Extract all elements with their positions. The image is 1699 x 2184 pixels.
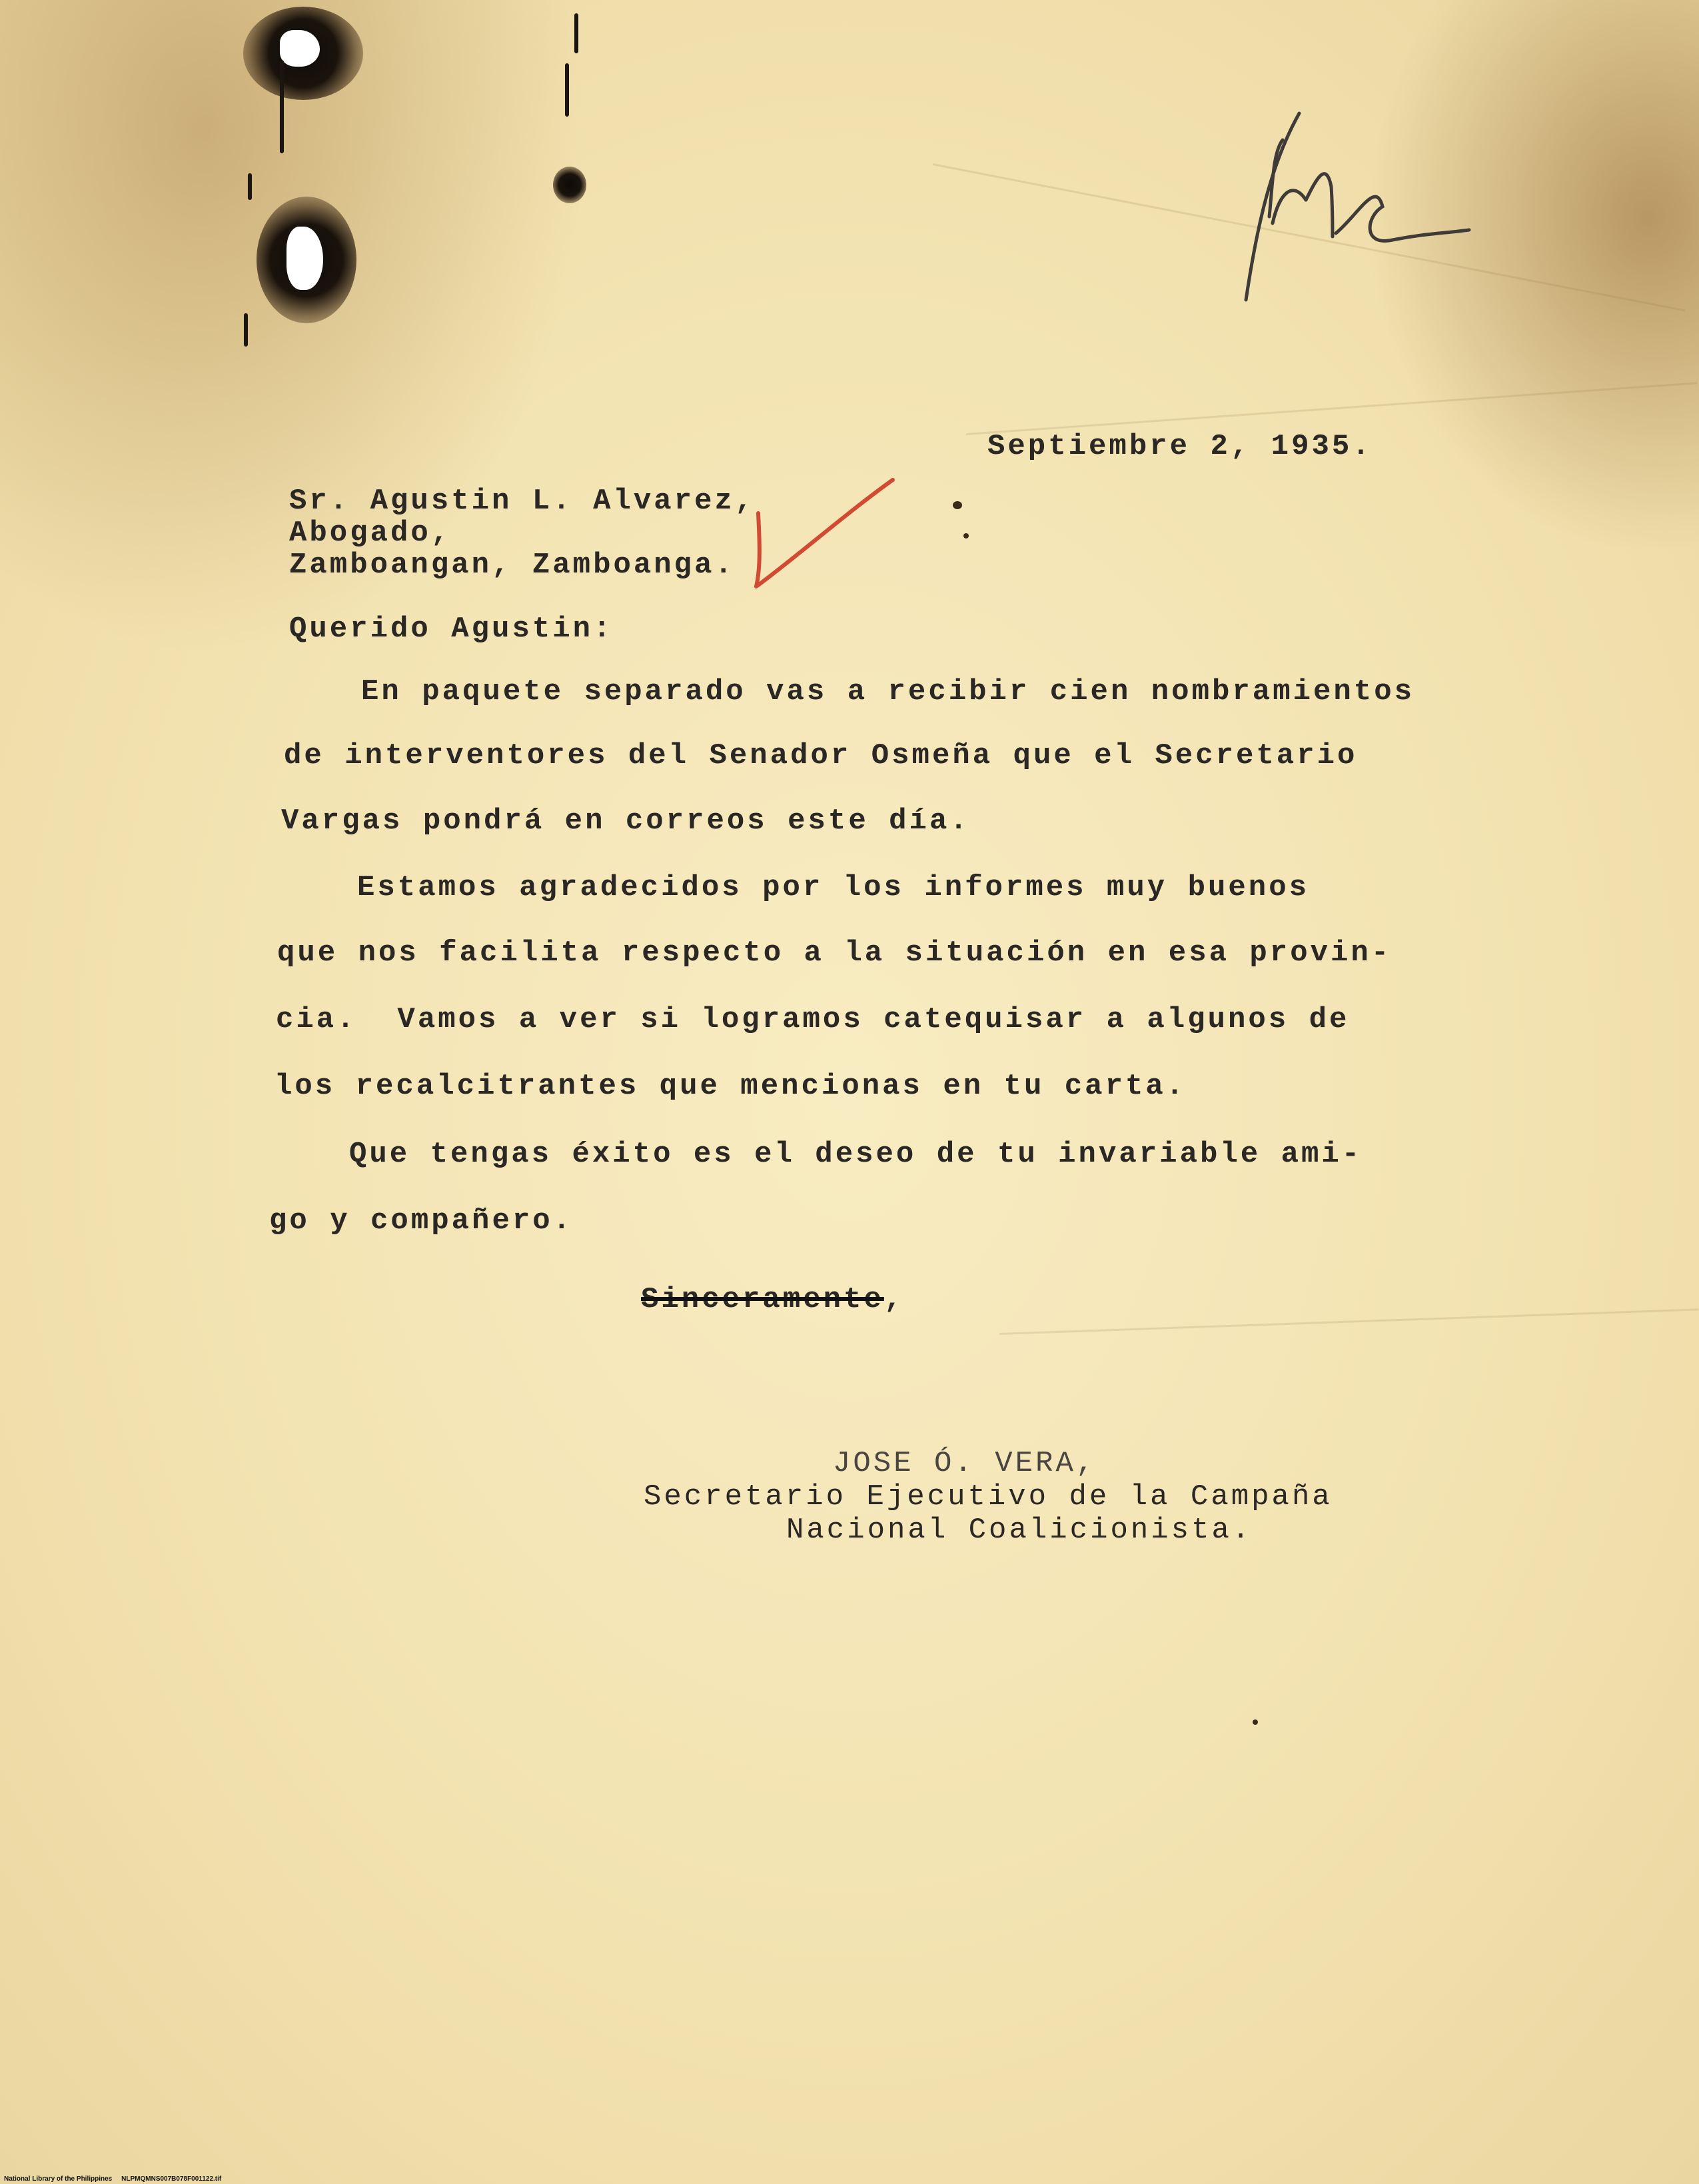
recipient-title-line: Abogado, (289, 517, 452, 550)
check-mark-stroke (756, 480, 893, 586)
binder-hole-burn-mark (553, 167, 586, 203)
body-line: cia. Vamos a ver si logramos catequisar a algunos de (276, 1003, 1350, 1036)
signature-title-line: Nacional Coalicionista. (786, 1514, 1253, 1547)
ink-speck (1253, 1719, 1258, 1725)
ink-speck (953, 501, 962, 509)
binder-hole (286, 227, 323, 290)
body-line: Estamos agradecidos por los informes muy buenos (357, 871, 1310, 904)
closing-comma: , (883, 1283, 905, 1316)
closing-line (641, 1285, 904, 1314)
recipient-location-line: Zamboangan, Zamboanga. (289, 548, 735, 582)
salutation: Querido Agustin: (289, 612, 614, 646)
binder-hole (280, 30, 320, 67)
paper-fold-crease (999, 1308, 1698, 1335)
letter-date: Septiembre 2, 1935. (987, 430, 1373, 463)
handwritten-file-note (1233, 100, 1486, 327)
body-line: de interventores del Senador Osmeña que el Secretario (284, 739, 1358, 772)
recipient-name-line: Sr. Agustin L. Alvarez, (289, 485, 756, 518)
check-mark-icon (746, 467, 906, 593)
ink-speck (963, 533, 969, 539)
body-line: go y compañero. (269, 1204, 574, 1238)
body-line: los recalcitrantes que mencionas en tu carta. (275, 1070, 1187, 1103)
signature-title-line: Secretario Ejecutivo de la Campaña (644, 1480, 1333, 1514)
body-line: En paquete separado vas a recibir cien nombramientos (361, 675, 1415, 708)
margin-ink-mark (565, 63, 569, 117)
body-line: Que tengas éxito es el deseo de tu invariable ami- (349, 1138, 1363, 1171)
paper-fold-crease (966, 382, 1698, 435)
scan-footer (4, 2175, 221, 2183)
margin-ink-mark (280, 60, 284, 153)
margin-ink-mark (248, 173, 252, 200)
footer-identifier: NLPMQMNS007B078F001122.tif (121, 2175, 222, 2183)
body-line: Vargas pondrá en correos este día. (281, 804, 970, 838)
footer-institution: National Library of the Philippines (4, 2175, 113, 2183)
margin-ink-mark (244, 313, 248, 347)
body-line: que nos facilita respecto a la situación en esa provin- (277, 936, 1392, 970)
margin-ink-mark (574, 13, 578, 53)
struck-closing: Sinceramente (641, 1283, 884, 1316)
signature-name: JOSE Ó. VERA, (833, 1447, 1097, 1480)
